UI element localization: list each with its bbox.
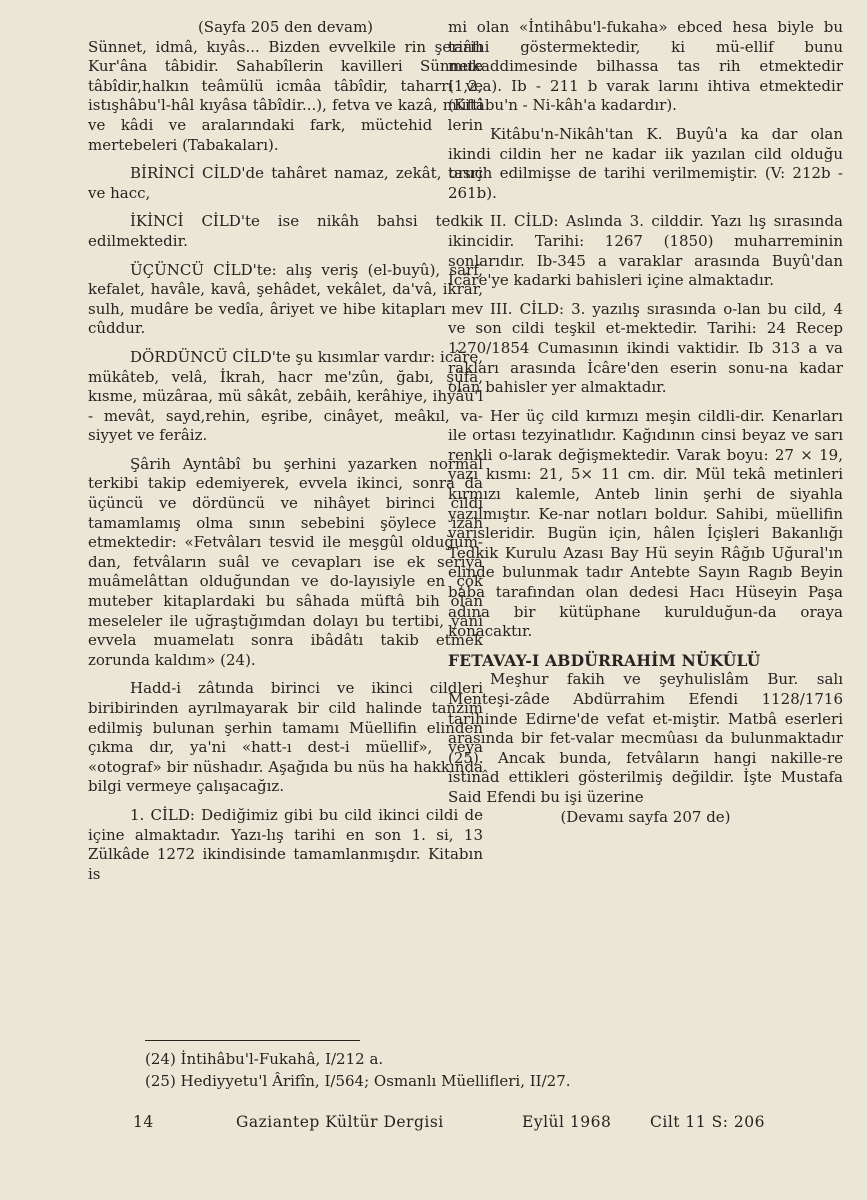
paragraph: Kitâbu'n-Nikâh'tan K. Buyû'a ka dar olan ikindi cildin her ne kadar iik yazılan cild olduğu tasrih edilmişse de tarihi verilmemiştir. (V: 212b - 261b).: [448, 124, 843, 202]
journal-title: Gaziantep Kültür Dergisi: [236, 1113, 444, 1131]
page-number: 14: [133, 1113, 154, 1131]
paragraph: Şârih Ayntâbî bu şerhini yazarken normal terkibi takip edemiyerek, evvela ikinci, sonra da üçüncü ve dördüncü ve nihâyet birinci cildi tamamlamış olma sının sebebini şöylece izah etmektedir: «Fetvâları tesvid ile meşgûl olduğum-dan, fetvâların suâl ve cevapları ise ek seriya muâmelâttan olduğundan ve do-layısiyle en çok muteber kitaplardaki bu sâhada müftâ bih olan meseleler ile uğraştığımdan dolayı bu tertibi, yani evvela muamelatı sonra ibâdâtı takib etmek zorunda kaldım» (24).: [88, 454, 483, 669]
section-heading: FETAVAY-I ABDÜRRAHİM NÜKÛLÜ: [448, 650, 761, 670]
right-column: [448, 18, 843, 827]
paragraph: II. CİLD: Aslında 3. cilddir. Yazı lış sırasında ikincidir. Tarihi: 1267 (1850) muharreminin sonlarıdır. Ib-345 a varaklar arasında Buyû'dan İcâre'ye kadarki bahisleri içine almaktadır.: [448, 212, 843, 290]
paragraph: Hadd-i zâtında birinci ve ikinci cildleri biribirinden ayrılmayarak bir cild halinde tanzim edilmiş bulunan şerhin tamamı Müellifin elinden çıkma dır, ya'ni «hatt-ı dest-i müellif», veya «otograf» bir nüshadır. Aşağıda bu nüs ha hakkında bilgi vermeye çalışacağız.: [88, 679, 483, 796]
paragraph: III. CİLD: 3. yazılış sırasında o-lan bu cild, 4 ve son cildi teşkil et-mektedir. Tarihi: 24 Recep 1270/1854 Cumasının ikindi vaktidir. Ib 313 a va rakları arasında İcâre'den eserin sonu-na kadar olan bahisler yer almaktadır.: [448, 299, 843, 397]
volume-info: Cilt 11 S: 206: [650, 1113, 765, 1131]
paragraph: 1. CİLD: Dediğimiz gibi bu cild ikinci cildi de içine almaktadır. Yazı-lış tarihi en son 1. si, 13 Zülkâde 1272 ikindisinde tamamlanmışdır. Kitabın is: [88, 805, 483, 883]
paragraph: BİRİNCİ CİLD'de tahâret namaz, zekât, oruç ve hacc,: [88, 164, 483, 202]
paragraph: Sünnet, idmâ, kıyâs... Bizden evvelkile rin şeriâtı Kur'âna tâbidir. Sahabîlerin kavilleri Sünnete tâbîdir,halkın teâmülü icmâa tâbîdir, taharri ve istışhâbu'l-hâl kıyâsa tâbîdir...), fetva ve kazâ, müfti ve kâdi ve aralarındaki fark, müctehid lerin mertebeleri (Tabakaları).: [88, 37, 483, 154]
continuation-note: (Devamı sayfa 207 de): [560, 807, 731, 826]
issue-date: Eylül 1968: [522, 1113, 612, 1131]
footnote-rule: [145, 1040, 360, 1041]
paragraph: DÖRDÜNCÜ CİLD'te şu kısımlar vardır: icâre, mükâteb, velâ, İkrah, hacr me'zûn, ğabı, şüfa, kısme, müzâraa, mü sâkât, zebâih, kerâhiye, ihyâu'l - mevât, sayd,rehin, eşribe, cinâyet, meâkıl, va-siyyet ve ferâiz.: [88, 347, 483, 445]
paragraph: ÜÇÜNCÜ CİLD'te: alış veriş (el-buyû), sarf, kefalet, havâle, kavâ, şehâdet, vekâlet, da'vâ, ikrar, sulh, mudâre be vedîa, âriyet ve hibe kitapları mev cûddur.: [88, 260, 483, 338]
paragraph: Her üç cild kırmızı meşin cildli-dir. Kenarları ile ortası tezyinatlıdır. Kağıdının cinsi beyaz ve sarı renkli o-larak değişmektedir. Varak boyu: 27 × 19, yazı kısmı: 21, 5× 11 cm. dir. Mül tekâ metinleri kırmızı kalemle, Anteb linin şerhi de siyahla yazılmıştır. Ke-nar notları boldur. Sahibi, müellifin varisleridir. Bugün için, hâlen İçişleri Bakanlığı Tedkik Kurulu Azası Bay Hü seyin Râğıb Uğural'ın elinde bulunmak tadır Antebte Sayın Ragıb Beyin baba tarafından olan dedesi Hacı Hüseyin Paşa adına bir kütüphane kurulduğun-da oraya konacaktır.: [448, 406, 843, 641]
paragraph: Meşhur fakih ve şeyhulislâm Bur. salı Menteşi-zâde Abdürrahim Efendi 1128/1716 tarihinde Edirne'de vefat et-miştir. Matbâ eserleri arasında bir fet-valar mecmûası da bulunmaktadır (25). Ancak bunda, fetvâların hangi nakille-re istinâd ettikleri gösterilmiş değildir. İşte Mustafa Said Efendi bu işi üzerine: [448, 670, 843, 806]
paragraph: İKİNCİ CİLD'te ise nikâh bahsi tedkik edilmektedir.: [88, 212, 483, 250]
footnote: (25) Hediyyetu'l Ârifîn, I/564; Osmanlı Müellifleri, II/27.: [145, 1072, 571, 1090]
footnote: (24) İntihâbu'l-Fukahâ, I/212 a.: [145, 1050, 384, 1068]
left-column: [88, 18, 483, 884]
continuation-note: (Sayfa 205 den devam): [197, 18, 374, 36]
paragraph: mi olan «İntihâbu'l-fukaha» ebced hesa biyle bu tarihi göstermektedir, ki mü-ellif bunu mukaddimesinde bilhassa tas rih etmektedir (1,2,a). Ib - 211 b varak larını ihtiva etmektedir (Kitâbu'n - Ni-kâh'a kadardır).: [448, 18, 843, 115]
